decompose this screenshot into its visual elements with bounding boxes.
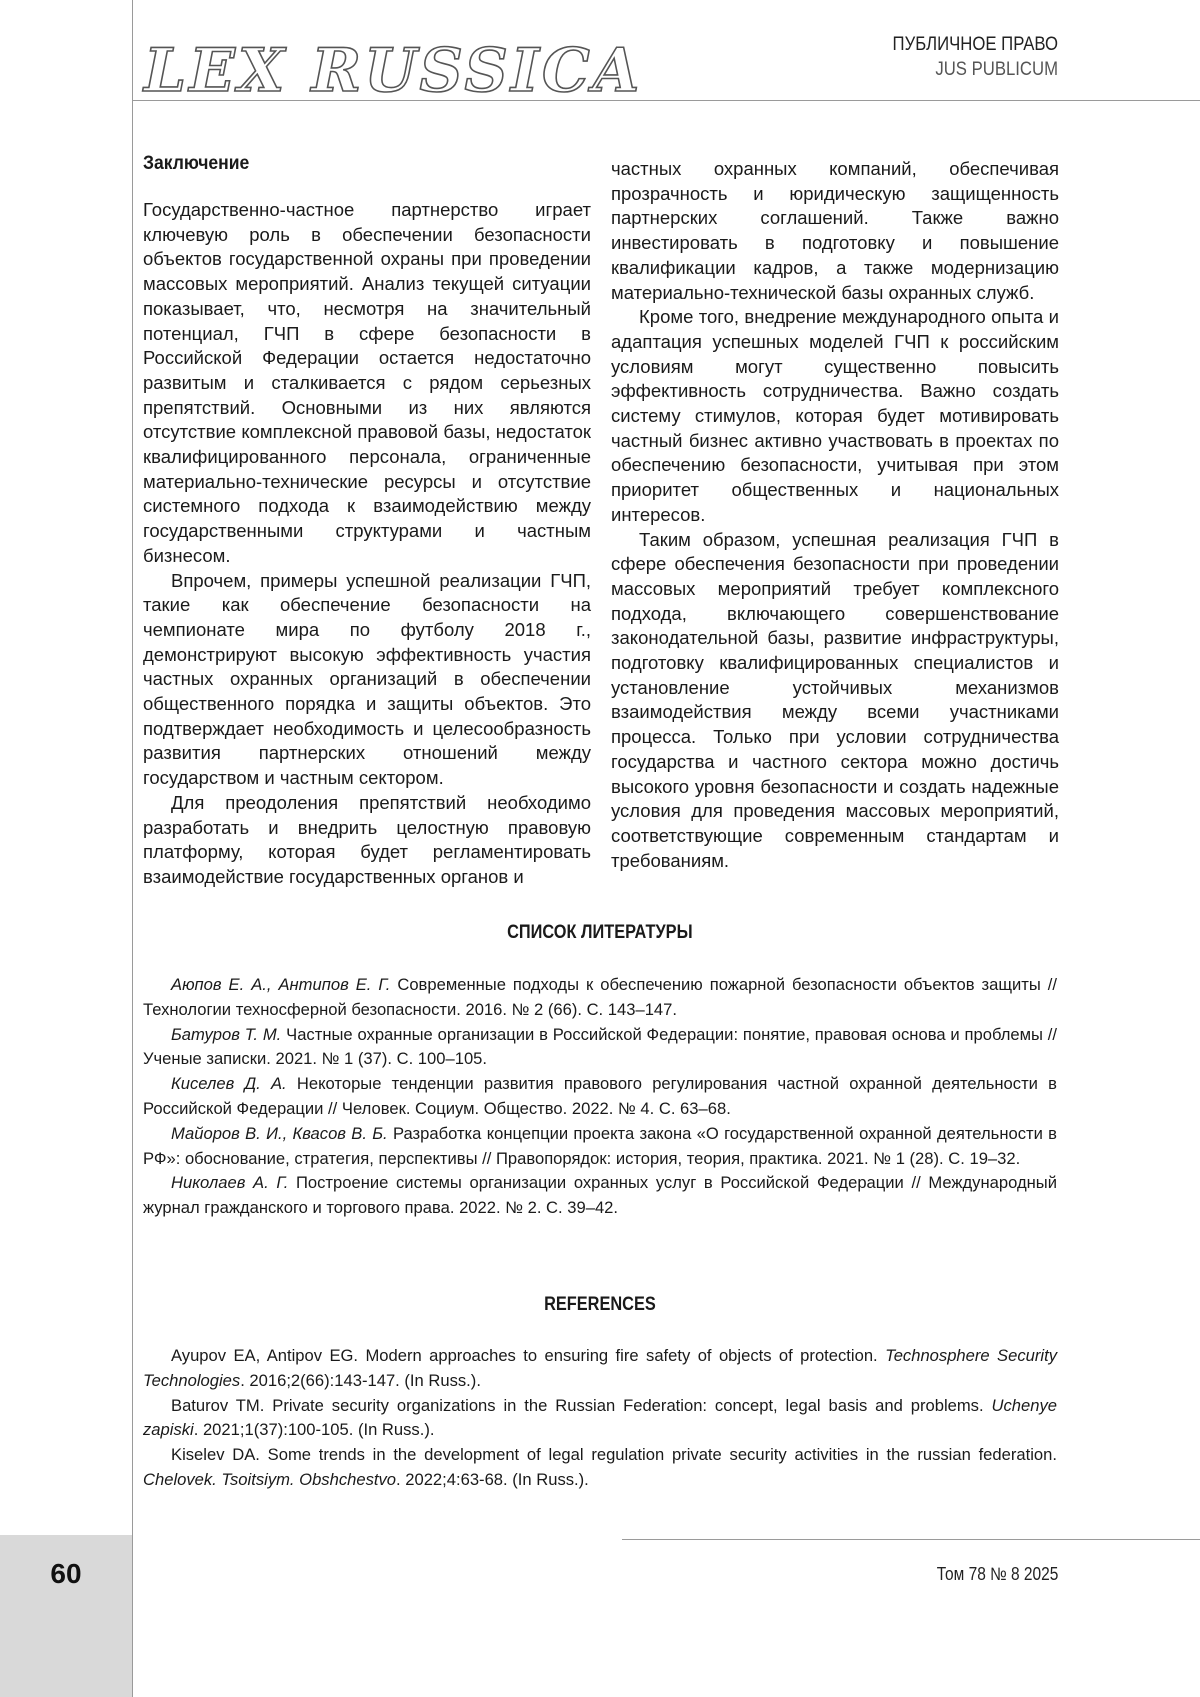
section-title: Заключение (143, 152, 250, 174)
ref-text: . 2021;1(37):100-105. (In Russ.). (193, 1420, 435, 1440)
literature-list (143, 973, 1057, 1221)
entry-authors: Киселев Д. А. (171, 1074, 287, 1094)
literature-entry (143, 1023, 1057, 1073)
issue-info: Том 78 № 8 2025 (936, 1564, 1058, 1584)
entry-authors: Аюпов Е. А., Антипов Е. Г. (171, 975, 391, 994)
entry-authors: Николаев А. Г. (171, 1173, 289, 1193)
paragraph: частных охранных компаний, обеспечивая прозрачность и юридическую защищенность партнерских соглашений. Также важно инвестировать в подготовку и повышение квалификации кадров, а также модернизацию материально-технической базы охранных служб. (611, 158, 1059, 303)
right-column (611, 157, 1059, 873)
entry-text: Разработка концепции проекта закона «О государственной охранной деятельности в РФ»: обоснование, стратегия, перспективы // Правопорядок: история, теория, практика. 2021. № 1 (28). С. 19–32. (143, 1123, 1057, 1168)
ref-journal: Uchenye zapiski (143, 1395, 1057, 1440)
entry-text: Современные подходы к обеспечению пожарной безопасности объектов защиты // Технологии техносферной безопасности. 2016. № 2 (66). С. 143–147. (143, 975, 1057, 1019)
references-title (143, 1294, 1057, 1316)
paragraph: Впрочем, примеры успешной реализации ГЧП, такие как обеспечение безопасности на чемпионате мира по футболу 2018 г., демонстрируют высокую эффективность участия частных охранных организаций в обеспечении общественного порядка и защиты объектов. Это подтверждает необходимость и целесообразность развития партнерских отношений между государством и частным сектором. (143, 569, 591, 789)
entry-text: Частные охранные организации в Российской Федерации: понятие, правовая основа и проблемы // Ученые записки. 2021. № 1 (37). С. 100–105. (143, 1024, 1058, 1069)
literature-entry (143, 1072, 1057, 1122)
rubric-lat: JUS PUBLICUM (935, 59, 1058, 80)
left-column (143, 150, 591, 890)
paragraph: Таким образом, успешная реализация ГЧП в сфере обеспечения безопасности при проведении массовых мероприятий требует комплексного подхода, включающего совершенствование законодательной базы, развитие инфраструктуры, подготовку квалифицированных специалистов и установление устойчивых механизмов взаимодействия между всеми участниками процесса. Только при условии сотрудничества государства и частного сектора можно достичь высокого уровня безопасности и создать надежные условия для проведения массовых мероприятий, соответствующие современным стандартам и требованиям. (611, 528, 1059, 871)
ref-text: . 2022;4:63-68. (In Russ.). (396, 1469, 589, 1489)
ref-text: Kiselev DA. Some trends in the development of legal regulation private security activities in the russian federation. (171, 1445, 1057, 1465)
ref-journal: Chelovek. Tsoitsiym. Obshchestvo (143, 1469, 397, 1489)
reference-entry (143, 1344, 1057, 1394)
rubric-ru: ПУБЛИЧНОЕ ПРАВО (892, 34, 1058, 55)
literature-entry (143, 1171, 1057, 1221)
paragraph: Кроме того, внедрение международного опыта и адаптация успешных моделей ГЧП к российским условиям могут существенно повысить эффективность сотрудничества. Важно создать систему стимулов, которая будет мотивировать частный бизнес активно участвовать в проектах по обеспечению безопасности, учитывая при этом приоритет общественных и национальных интересов. (611, 306, 1059, 525)
reference-entry (143, 1394, 1057, 1444)
entry-authors: Батуров Т. М. (171, 1024, 282, 1044)
paragraph: Для преодоления препятствий необходимо разработать и внедрить целостную правовую платформу, которая будет регламентировать взаимодействие государственных органов и (143, 791, 591, 887)
literature-title (143, 922, 1057, 944)
entry-authors: Майоров В. И., Квасов В. Б. (171, 1123, 388, 1143)
references-title-text: REFERENCES (544, 1294, 656, 1315)
ref-text: Ayupov EA, Antipov EG. Modern approaches to ensuring fire safety of objects of protection. (171, 1346, 886, 1365)
left-margin-bar (0, 0, 133, 1697)
reference-entry (143, 1443, 1057, 1493)
ref-text: Baturov TM. Private security organizations in the Russian Federation: concept, legal basis and problems. (171, 1395, 992, 1415)
entry-text: Построение системы организации охранных услуг в Российской Федерации // Международный журнал гражданского и торгового права. 2022. № 2. С. 39–42. (143, 1173, 1057, 1218)
journal-logo: LEX RUSSICA (144, 36, 643, 106)
literature-title-text: СПИСОК ЛИТЕРАТУРЫ (507, 922, 693, 943)
entry-text: Некоторые тенденции развития правового регулирования частной охранной деятельности в Российской Федерации // Человек. Социум. Общество. 2022. № 4. С. 63–68. (143, 1074, 1057, 1118)
ref-text: . 2016;2(66):143-147. (In Russ.). (240, 1370, 481, 1390)
page-number: 60 (50, 1558, 82, 1589)
ref-journal: Technosphere Security Technologies (143, 1346, 1057, 1390)
references-list (143, 1344, 1057, 1493)
footer-rule (622, 1539, 1200, 1540)
literature-entry (143, 1122, 1057, 1172)
literature-entry (143, 973, 1057, 1023)
paragraph: Государственно-частное партнерство играет ключевую роль в обеспечении безопасности объектов государственной охраны при проведении массовых мероприятий. Анализ текущей ситуации показывает, что, несмотря на значительный потенциал, ГЧП в сфере безопасности в Российской Федерации остается недостаточно развитым и сталкивается с рядом серьезных препятствий. Основными из них являются отсутствие комплексной правовой базы, недостаток квалифицированного персонала, ограниченные материально-технические ресурсы и отсутствие системного подхода к взаимодействию между государственными структурами и частным бизнесом. (143, 199, 591, 566)
rubric (870, 32, 1058, 82)
